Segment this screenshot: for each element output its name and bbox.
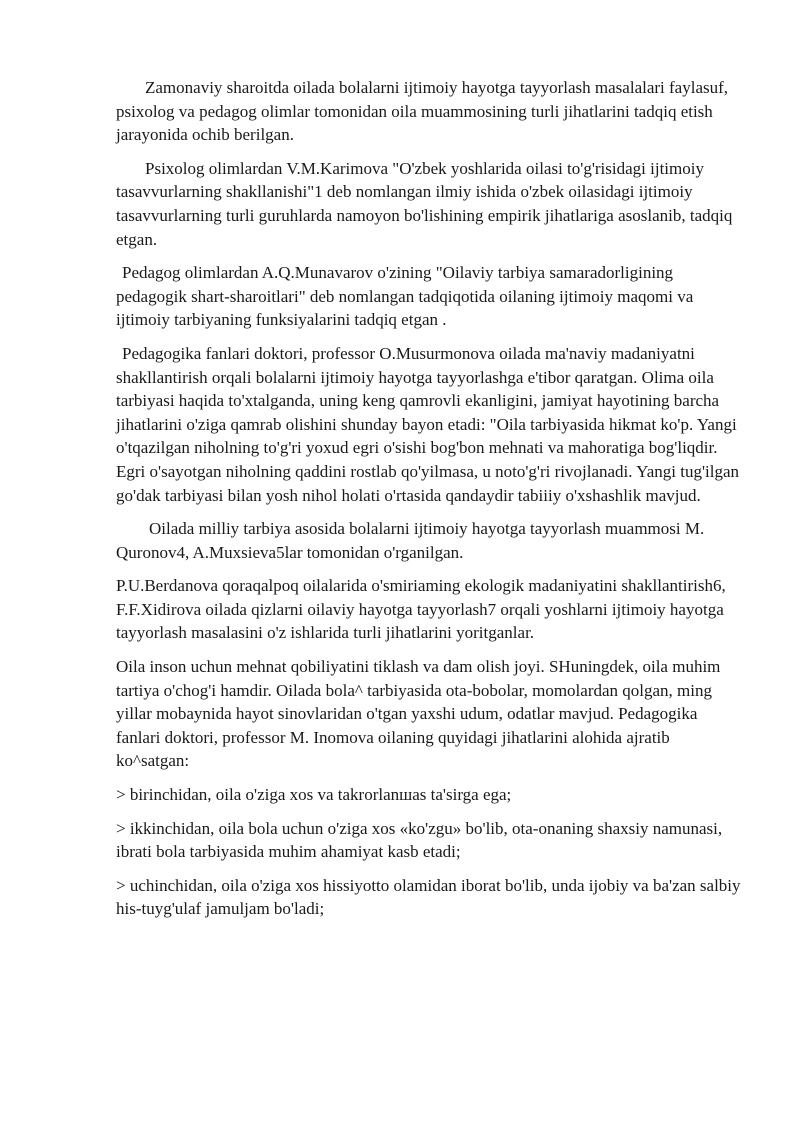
paragraph-oila-inson: Oila inson uchun mehnat qobiliyatini tiklash va dam olish joyi. SHuningdek, oila muhim tartiya o'chog'i hamdir. Oilada bola^ tarbiyasida ota-bobolar, momolardan qolgan, ming yillar mobaynida hayot sinovlaridan o'tgan yaxshi udum, odatlar mavjud. Pedagogika fanlari doktori, professor M. Inomova oilaning quyidagi jihatlarini alohida ajratib ko^satgan: xyxy=(116,657,721,771)
paragraph-munavarov: Pedagog olimlardan A.Q.Munavarov o'zining "Oilaviy tarbiya samaradorligining pedagogik shart-sharoitlari" deb nomlangan tadqiqotida oilaning ijtimoiy maqomi va ijtimoiy tarbiyaning funksiyalarini tadqiq etgan . xyxy=(116,263,694,330)
list-item-uchinchidan: > uchinchidan, oila o'ziga xos hissiyotto olamidan iborat bo'lib, unda ijobiy va ba'zan salbiy his-tuyg'ulaf jamuljam bo'ladi; xyxy=(116,875,741,919)
paragraph-berdanova: P.U.Berdanova qoraqalpoq oilalarida o'smiriaming ekologik madaniyatini shakllantirish6, F.F.Xidirova oilada qizlarni oilaviy hayotga tayyorlash7 orqali yoshlarni ijtimoiy hayotga tayyorlash masalasini o'z ishlarida turli jihatlarini yoritganlar. xyxy=(116,576,726,643)
paragraph-karimova: Psixolog olimlardan V.M.Karimova "O'zbek yoshlarida oilasi to'g'risidagi ijtimoiy tasavvurlarning shakllanishi"1 deb nomlangan ilmiy ishida o'zbek oilasidagi ijtimoiy tasavvurlarning turli guruhlarda namoyon bo'lishining empirik jihatlariga asoslanib, tadqiq etgan. xyxy=(116,158,733,249)
list-item-ikkinchidan: > ikkinchidan, oila bola uchun o'ziga xos «ko'zgu» bo'lib, ota-onaning shaxsiy namunasi, ibrati bola tarbiyasida muhim ahamiyat kasb etadi; xyxy=(116,818,723,862)
document-page xyxy=(116,76,744,931)
paragraph-intro: Zamonaviy sharoitda oilada bolalarni ijtimoiy hayotga tayyorlash masalalari faylasuf, psixolog va pedagog olimlar tomonidan oila muammosining turli jihatlarini tadqiq etish jarayonida ochib berilgan. xyxy=(116,78,729,145)
paragraph-milliy-tarbiya: Oilada milliy tarbiya asosida bolalarni ijtimoiy hayotga tayyorlash muammosi M. Quronov4, A.Muxsieva5lar tomonidan o'rganilgan. xyxy=(116,519,705,562)
paragraph-musurmonova: Pedagogika fanlari doktori, professor O.Musurmonova oilada ma'naviy madaniyatni shakllantirish orqali bolalarni ijtimoiy hayotga tayyorlashga e'tibor qaratgan. Olima oila tarbiyasi haqida to'xtalganda, uning keng qamrovli ekanligini, jamiyat hayotining barcha jihatlarini o'ziga qamrab olishini shunday bayon etadi: "Oila tarbiyasida hikmat ko'p. Yangi o'tqazilgan niholning to'g'ri yoxud egri o'sishi bog'bon mehnati va mahoratiga bog'liqdir. Egri o'sayotgan niholning qaddini rostlab qo'yilmasa, u noto'g'ri rivojlanadi. Yangi tug'ilgan go'dak tarbiyasi bilan yosh nihol holati o'rtasida qandaydir tabiiiy o'xshashlik mavjud. xyxy=(116,343,739,505)
list-item-birinchidan: > birinchidan, oila o'ziga xos va takrorlanшas ta'sirga ega; xyxy=(116,785,512,805)
